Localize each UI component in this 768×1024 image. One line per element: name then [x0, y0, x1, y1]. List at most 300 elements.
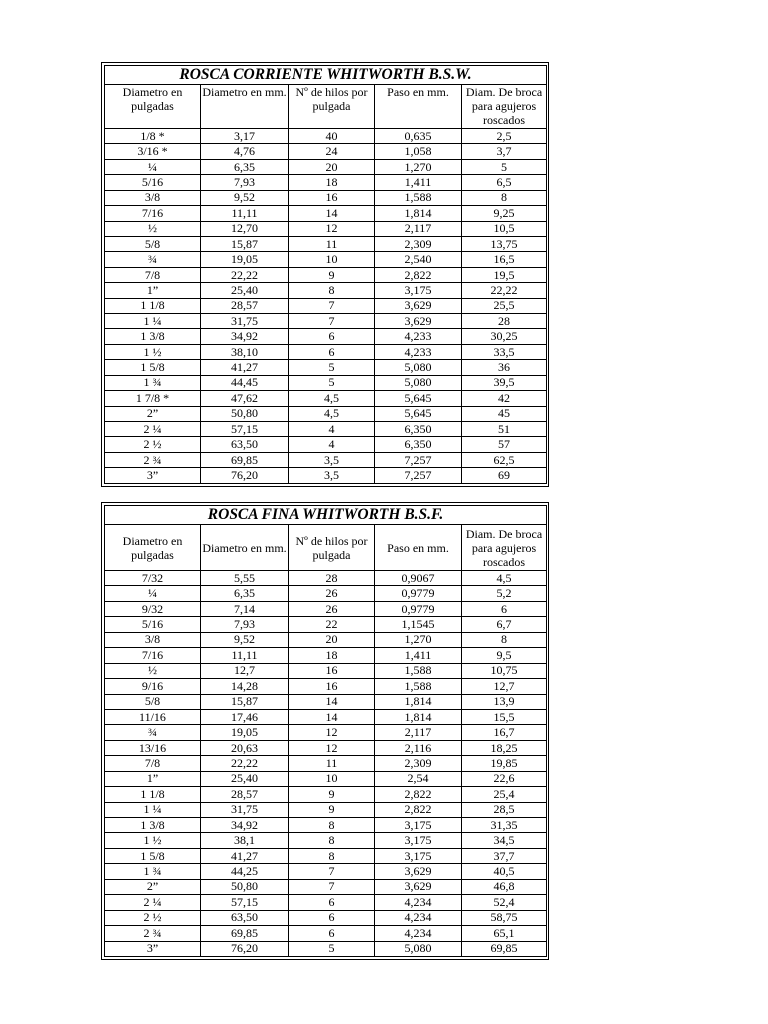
- table-row: [105, 406, 547, 421]
- cell-threads-per-inch: 4: [289, 422, 375, 437]
- cell-threads-per-inch: 9: [289, 802, 375, 817]
- cell-drill-diameter: 10,5: [462, 221, 547, 236]
- cell-threads-per-inch: 6: [289, 926, 375, 941]
- table-row: [105, 221, 547, 236]
- cell-diameter-inches: 3”: [105, 468, 201, 484]
- table-title-row: [105, 66, 547, 85]
- cell-diameter-inches: 7/16: [105, 206, 201, 221]
- cell-diameter-mm: 7,93: [201, 175, 289, 190]
- table-row: [105, 144, 547, 159]
- cell-diameter-inches: 7/8: [105, 267, 201, 282]
- cell-diameter-inches: 7/32: [105, 571, 201, 586]
- cell-diameter-mm: 34,92: [201, 329, 289, 344]
- cell-threads-per-inch: 12: [289, 221, 375, 236]
- cell-pitch-mm: 2,309: [375, 756, 462, 771]
- cell-pitch-mm: 6,350: [375, 437, 462, 452]
- table-header-row: [105, 525, 547, 571]
- cell-diameter-mm: 11,11: [201, 206, 289, 221]
- cell-pitch-mm: 4,233: [375, 344, 462, 359]
- cell-drill-diameter: 33,5: [462, 344, 547, 359]
- cell-threads-per-inch: 18: [289, 648, 375, 663]
- cell-diameter-mm: 76,20: [201, 941, 289, 957]
- cell-diameter-inches: 9/32: [105, 601, 201, 616]
- cell-drill-diameter: 69: [462, 468, 547, 484]
- cell-pitch-mm: 1,411: [375, 175, 462, 190]
- cell-threads-per-inch: 3,5: [289, 468, 375, 484]
- cell-drill-diameter: 6,5: [462, 175, 547, 190]
- cell-diameter-mm: 22,22: [201, 267, 289, 282]
- cell-diameter-inches: 1 5/8: [105, 360, 201, 375]
- cell-diameter-mm: 6,35: [201, 159, 289, 174]
- cell-diameter-inches: 2”: [105, 879, 201, 894]
- table-row: [105, 648, 547, 663]
- table-title-row: [105, 506, 547, 525]
- cell-drill-diameter: 19,85: [462, 756, 547, 771]
- cell-threads-per-inch: 6: [289, 329, 375, 344]
- table-row: [105, 452, 547, 467]
- cell-diameter-mm: 25,40: [201, 283, 289, 298]
- table-row: [105, 129, 547, 144]
- cell-threads-per-inch: 11: [289, 236, 375, 251]
- cell-diameter-inches: 2 ½: [105, 910, 201, 925]
- col-header-drill-diameter: Diam. De broca para agujeros roscados: [462, 525, 547, 571]
- table-row: [105, 740, 547, 755]
- cell-drill-diameter: 2,5: [462, 129, 547, 144]
- cell-threads-per-inch: 22: [289, 617, 375, 632]
- cell-diameter-inches: 3/8: [105, 190, 201, 205]
- table-row: [105, 437, 547, 452]
- cell-threads-per-inch: 12: [289, 740, 375, 755]
- cell-diameter-mm: 28,57: [201, 787, 289, 802]
- cell-pitch-mm: 3,629: [375, 864, 462, 879]
- cell-drill-diameter: 8: [462, 632, 547, 647]
- cell-pitch-mm: 5,080: [375, 360, 462, 375]
- cell-pitch-mm: 1,1545: [375, 617, 462, 632]
- cell-diameter-inches: ¾: [105, 252, 201, 267]
- cell-drill-diameter: 13,9: [462, 694, 547, 709]
- table-row: [105, 941, 547, 957]
- cell-pitch-mm: 2,822: [375, 787, 462, 802]
- cell-diameter-mm: 50,80: [201, 879, 289, 894]
- cell-drill-diameter: 15,5: [462, 709, 547, 724]
- table-row: [105, 771, 547, 786]
- table-row: [105, 314, 547, 329]
- cell-threads-per-inch: 26: [289, 601, 375, 616]
- cell-diameter-inches: 1 ¾: [105, 864, 201, 879]
- bsw-thread-table-frame: [101, 62, 549, 487]
- cell-pitch-mm: 3,175: [375, 833, 462, 848]
- cell-pitch-mm: 0,635: [375, 129, 462, 144]
- cell-pitch-mm: 1,588: [375, 679, 462, 694]
- cell-pitch-mm: 6,350: [375, 422, 462, 437]
- table-row: [105, 694, 547, 709]
- cell-diameter-inches: 2 ¾: [105, 452, 201, 467]
- cell-diameter-mm: 63,50: [201, 910, 289, 925]
- col-header-diameter-inches: Diametro en pulgadas: [105, 85, 201, 129]
- cell-threads-per-inch: 14: [289, 709, 375, 724]
- table-row: [105, 206, 547, 221]
- cell-pitch-mm: 1,588: [375, 663, 462, 678]
- table-row: [105, 663, 547, 678]
- table-title: ROSCA FINA WHITWORTH B.S.F.: [105, 506, 547, 525]
- table-row: [105, 344, 547, 359]
- cell-diameter-mm: 4,76: [201, 144, 289, 159]
- cell-diameter-mm: 34,92: [201, 818, 289, 833]
- cell-drill-diameter: 18,25: [462, 740, 547, 755]
- table-row: [105, 360, 547, 375]
- cell-threads-per-inch: 4,5: [289, 391, 375, 406]
- cell-threads-per-inch: 16: [289, 190, 375, 205]
- cell-threads-per-inch: 20: [289, 632, 375, 647]
- cell-pitch-mm: 0,9779: [375, 601, 462, 616]
- cell-diameter-inches: 2 ¼: [105, 422, 201, 437]
- cell-pitch-mm: 7,257: [375, 452, 462, 467]
- cell-diameter-mm: 17,46: [201, 709, 289, 724]
- cell-threads-per-inch: 6: [289, 895, 375, 910]
- cell-diameter-inches: ¼: [105, 159, 201, 174]
- cell-pitch-mm: 3,629: [375, 879, 462, 894]
- cell-drill-diameter: 65,1: [462, 926, 547, 941]
- cell-drill-diameter: 34,5: [462, 833, 547, 848]
- cell-threads-per-inch: 8: [289, 848, 375, 863]
- cell-diameter-mm: 57,15: [201, 422, 289, 437]
- cell-threads-per-inch: 6: [289, 344, 375, 359]
- cell-pitch-mm: 2,117: [375, 725, 462, 740]
- cell-threads-per-inch: 28: [289, 571, 375, 586]
- cell-diameter-inches: 1 1/8: [105, 787, 201, 802]
- cell-diameter-mm: 9,52: [201, 632, 289, 647]
- cell-pitch-mm: 1,814: [375, 694, 462, 709]
- cell-pitch-mm: 2,822: [375, 267, 462, 282]
- cell-drill-diameter: 25,5: [462, 298, 547, 313]
- table-row: [105, 756, 547, 771]
- table-row: [105, 895, 547, 910]
- cell-drill-diameter: 9,25: [462, 206, 547, 221]
- cell-threads-per-inch: 8: [289, 818, 375, 833]
- cell-diameter-mm: 41,27: [201, 848, 289, 863]
- cell-drill-diameter: 25,4: [462, 787, 547, 802]
- cell-drill-diameter: 22,22: [462, 283, 547, 298]
- cell-pitch-mm: 5,080: [375, 375, 462, 390]
- table-row: [105, 422, 547, 437]
- cell-pitch-mm: 1,058: [375, 144, 462, 159]
- cell-threads-per-inch: 10: [289, 771, 375, 786]
- cell-diameter-inches: 1 ¾: [105, 375, 201, 390]
- cell-drill-diameter: 6,7: [462, 617, 547, 632]
- cell-drill-diameter: 28,5: [462, 802, 547, 817]
- cell-diameter-mm: 22,22: [201, 756, 289, 771]
- cell-pitch-mm: 2,117: [375, 221, 462, 236]
- cell-diameter-mm: 69,85: [201, 926, 289, 941]
- table-row: [105, 632, 547, 647]
- cell-threads-per-inch: 7: [289, 864, 375, 879]
- cell-threads-per-inch: 14: [289, 206, 375, 221]
- table-row: [105, 468, 547, 484]
- cell-pitch-mm: 5,080: [375, 941, 462, 957]
- cell-diameter-mm: 19,05: [201, 252, 289, 267]
- cell-pitch-mm: 2,116: [375, 740, 462, 755]
- cell-diameter-mm: 12,70: [201, 221, 289, 236]
- cell-threads-per-inch: 8: [289, 283, 375, 298]
- cell-diameter-mm: 3,17: [201, 129, 289, 144]
- col-header-diameter-inches: Diametro en pulgadas: [105, 525, 201, 571]
- cell-drill-diameter: 31,35: [462, 818, 547, 833]
- cell-diameter-inches: 1 ¼: [105, 314, 201, 329]
- cell-diameter-inches: 1/8 *: [105, 129, 201, 144]
- table-title: ROSCA CORRIENTE WHITWORTH B.S.W.: [105, 66, 547, 85]
- cell-diameter-mm: 44,45: [201, 375, 289, 390]
- cell-diameter-mm: 31,75: [201, 802, 289, 817]
- cell-pitch-mm: 2,540: [375, 252, 462, 267]
- cell-diameter-mm: 57,15: [201, 895, 289, 910]
- cell-pitch-mm: 7,257: [375, 468, 462, 484]
- cell-diameter-mm: 76,20: [201, 468, 289, 484]
- cell-drill-diameter: 39,5: [462, 375, 547, 390]
- table-row: [105, 236, 547, 251]
- cell-drill-diameter: 9,5: [462, 648, 547, 663]
- table-row: [105, 329, 547, 344]
- cell-threads-per-inch: 26: [289, 586, 375, 601]
- cell-threads-per-inch: 20: [289, 159, 375, 174]
- cell-diameter-inches: 1 5/8: [105, 848, 201, 863]
- cell-drill-diameter: 45: [462, 406, 547, 421]
- cell-diameter-inches: 7/16: [105, 648, 201, 663]
- table-row: [105, 818, 547, 833]
- cell-pitch-mm: 1,588: [375, 190, 462, 205]
- cell-diameter-inches: 1 ¼: [105, 802, 201, 817]
- cell-diameter-mm: 6,35: [201, 586, 289, 601]
- cell-threads-per-inch: 6: [289, 910, 375, 925]
- bsw-thread-table: [104, 65, 547, 484]
- cell-diameter-mm: 41,27: [201, 360, 289, 375]
- table-row: [105, 709, 547, 724]
- cell-drill-diameter: 37,7: [462, 848, 547, 863]
- cell-drill-diameter: 6: [462, 601, 547, 616]
- cell-drill-diameter: 69,85: [462, 941, 547, 957]
- cell-pitch-mm: 1,270: [375, 159, 462, 174]
- col-header-threads-per-inch: Nº de hilos por pulgada: [289, 525, 375, 571]
- cell-diameter-mm: 7,14: [201, 601, 289, 616]
- table-row: [105, 586, 547, 601]
- cell-diameter-mm: 11,11: [201, 648, 289, 663]
- table-row: [105, 802, 547, 817]
- cell-diameter-inches: 1 1/8: [105, 298, 201, 313]
- cell-diameter-mm: 69,85: [201, 452, 289, 467]
- cell-diameter-inches: 5/16: [105, 617, 201, 632]
- cell-diameter-inches: 2”: [105, 406, 201, 421]
- cell-drill-diameter: 58,75: [462, 910, 547, 925]
- cell-pitch-mm: 1,270: [375, 632, 462, 647]
- table-row: [105, 787, 547, 802]
- cell-diameter-mm: 31,75: [201, 314, 289, 329]
- cell-threads-per-inch: 3,5: [289, 452, 375, 467]
- cell-drill-diameter: 22,6: [462, 771, 547, 786]
- cell-diameter-inches: 9/16: [105, 679, 201, 694]
- cell-drill-diameter: 4,5: [462, 571, 547, 586]
- table-row: [105, 283, 547, 298]
- table-row: [105, 725, 547, 740]
- cell-drill-diameter: 5: [462, 159, 547, 174]
- table-row: [105, 375, 547, 390]
- bsf-thread-table: [104, 505, 547, 957]
- table-row: [105, 252, 547, 267]
- cell-pitch-mm: 2,309: [375, 236, 462, 251]
- cell-drill-diameter: 30,25: [462, 329, 547, 344]
- cell-diameter-inches: 1 3/8: [105, 818, 201, 833]
- cell-diameter-inches: 1 ½: [105, 344, 201, 359]
- cell-pitch-mm: 3,629: [375, 314, 462, 329]
- col-header-pitch-mm: Paso en mm.: [375, 525, 462, 571]
- cell-pitch-mm: 5,645: [375, 391, 462, 406]
- cell-threads-per-inch: 11: [289, 756, 375, 771]
- cell-diameter-inches: 2 ½: [105, 437, 201, 452]
- cell-threads-per-inch: 7: [289, 314, 375, 329]
- table-row: [105, 910, 547, 925]
- cell-diameter-mm: 7,93: [201, 617, 289, 632]
- cell-diameter-inches: ½: [105, 663, 201, 678]
- cell-diameter-mm: 9,52: [201, 190, 289, 205]
- cell-drill-diameter: 28: [462, 314, 547, 329]
- cell-diameter-inches: ½: [105, 221, 201, 236]
- table-row: [105, 175, 547, 190]
- col-header-threads-per-inch: Nº de hilos por pulgada: [289, 85, 375, 129]
- table-row: [105, 617, 547, 632]
- cell-drill-diameter: 52,4: [462, 895, 547, 910]
- cell-diameter-mm: 38,1: [201, 833, 289, 848]
- cell-pitch-mm: 3,175: [375, 818, 462, 833]
- cell-diameter-inches: 1 ½: [105, 833, 201, 848]
- cell-threads-per-inch: 40: [289, 129, 375, 144]
- cell-diameter-mm: 47,62: [201, 391, 289, 406]
- cell-pitch-mm: 2,822: [375, 802, 462, 817]
- cell-drill-diameter: 36: [462, 360, 547, 375]
- cell-diameter-inches: ¾: [105, 725, 201, 740]
- cell-threads-per-inch: 18: [289, 175, 375, 190]
- cell-pitch-mm: 4,234: [375, 910, 462, 925]
- cell-pitch-mm: 2,54: [375, 771, 462, 786]
- col-header-pitch-mm: Paso en mm.: [375, 85, 462, 129]
- cell-diameter-mm: 19,05: [201, 725, 289, 740]
- table-row: [105, 864, 547, 879]
- cell-pitch-mm: 4,234: [375, 926, 462, 941]
- cell-drill-diameter: 16,7: [462, 725, 547, 740]
- cell-drill-diameter: 62,5: [462, 452, 547, 467]
- cell-threads-per-inch: 9: [289, 267, 375, 282]
- table-row: [105, 679, 547, 694]
- table-header-row: [105, 85, 547, 129]
- cell-diameter-inches: 1 7/8 *: [105, 391, 201, 406]
- col-header-diameter-mm: Diametro en mm.: [201, 525, 289, 571]
- table-row: [105, 298, 547, 313]
- cell-pitch-mm: 1,814: [375, 206, 462, 221]
- cell-pitch-mm: 0,9779: [375, 586, 462, 601]
- cell-diameter-mm: 28,57: [201, 298, 289, 313]
- cell-pitch-mm: 3,175: [375, 848, 462, 863]
- cell-diameter-inches: 5/8: [105, 236, 201, 251]
- cell-threads-per-inch: 10: [289, 252, 375, 267]
- cell-threads-per-inch: 14: [289, 694, 375, 709]
- cell-threads-per-inch: 16: [289, 679, 375, 694]
- cell-diameter-inches: 2 ¾: [105, 926, 201, 941]
- cell-diameter-mm: 63,50: [201, 437, 289, 452]
- cell-diameter-mm: 25,40: [201, 771, 289, 786]
- cell-diameter-inches: 3”: [105, 941, 201, 957]
- cell-diameter-mm: 15,87: [201, 694, 289, 709]
- table-body: [105, 129, 547, 484]
- cell-diameter-inches: 2 ¼: [105, 895, 201, 910]
- cell-diameter-inches: 1 3/8: [105, 329, 201, 344]
- cell-threads-per-inch: 16: [289, 663, 375, 678]
- col-header-drill-diameter: Diam. De broca para agujeros roscados: [462, 85, 547, 129]
- cell-pitch-mm: 1,814: [375, 709, 462, 724]
- cell-diameter-mm: 14,28: [201, 679, 289, 694]
- cell-threads-per-inch: 4: [289, 437, 375, 452]
- table-row: [105, 601, 547, 616]
- cell-threads-per-inch: 12: [289, 725, 375, 740]
- cell-threads-per-inch: 24: [289, 144, 375, 159]
- cell-drill-diameter: 13,75: [462, 236, 547, 251]
- cell-drill-diameter: 51: [462, 422, 547, 437]
- cell-diameter-mm: 12,7: [201, 663, 289, 678]
- cell-pitch-mm: 4,234: [375, 895, 462, 910]
- cell-diameter-inches: 1”: [105, 771, 201, 786]
- cell-diameter-inches: 11/16: [105, 709, 201, 724]
- cell-diameter-mm: 44,25: [201, 864, 289, 879]
- table-row: [105, 879, 547, 894]
- cell-drill-diameter: 40,5: [462, 864, 547, 879]
- cell-drill-diameter: 46,8: [462, 879, 547, 894]
- bsf-thread-table-frame: [101, 502, 549, 960]
- table-row: [105, 848, 547, 863]
- cell-diameter-inches: 3/16 *: [105, 144, 201, 159]
- table-row: [105, 190, 547, 205]
- cell-diameter-mm: 5,55: [201, 571, 289, 586]
- table-row: [105, 571, 547, 586]
- cell-diameter-mm: 20,63: [201, 740, 289, 755]
- table-row: [105, 267, 547, 282]
- cell-pitch-mm: 0,9067: [375, 571, 462, 586]
- cell-threads-per-inch: 5: [289, 375, 375, 390]
- cell-drill-diameter: 10,75: [462, 663, 547, 678]
- cell-diameter-inches: ¼: [105, 586, 201, 601]
- cell-diameter-mm: 38,10: [201, 344, 289, 359]
- cell-pitch-mm: 3,629: [375, 298, 462, 313]
- cell-drill-diameter: 42: [462, 391, 547, 406]
- cell-threads-per-inch: 4,5: [289, 406, 375, 421]
- cell-diameter-inches: 3/8: [105, 632, 201, 647]
- cell-drill-diameter: 5,2: [462, 586, 547, 601]
- table-body: [105, 571, 547, 957]
- cell-threads-per-inch: 5: [289, 360, 375, 375]
- cell-pitch-mm: 5,645: [375, 406, 462, 421]
- cell-diameter-mm: 15,87: [201, 236, 289, 251]
- cell-pitch-mm: 4,233: [375, 329, 462, 344]
- cell-threads-per-inch: 5: [289, 941, 375, 957]
- cell-drill-diameter: 19,5: [462, 267, 547, 282]
- cell-drill-diameter: 57: [462, 437, 547, 452]
- cell-threads-per-inch: 7: [289, 298, 375, 313]
- table-row: [105, 391, 547, 406]
- cell-threads-per-inch: 7: [289, 879, 375, 894]
- cell-diameter-inches: 5/8: [105, 694, 201, 709]
- cell-drill-diameter: 12,7: [462, 679, 547, 694]
- cell-diameter-inches: 1”: [105, 283, 201, 298]
- cell-drill-diameter: 8: [462, 190, 547, 205]
- cell-threads-per-inch: 8: [289, 833, 375, 848]
- cell-diameter-inches: 5/16: [105, 175, 201, 190]
- cell-diameter-inches: 13/16: [105, 740, 201, 755]
- table-row: [105, 833, 547, 848]
